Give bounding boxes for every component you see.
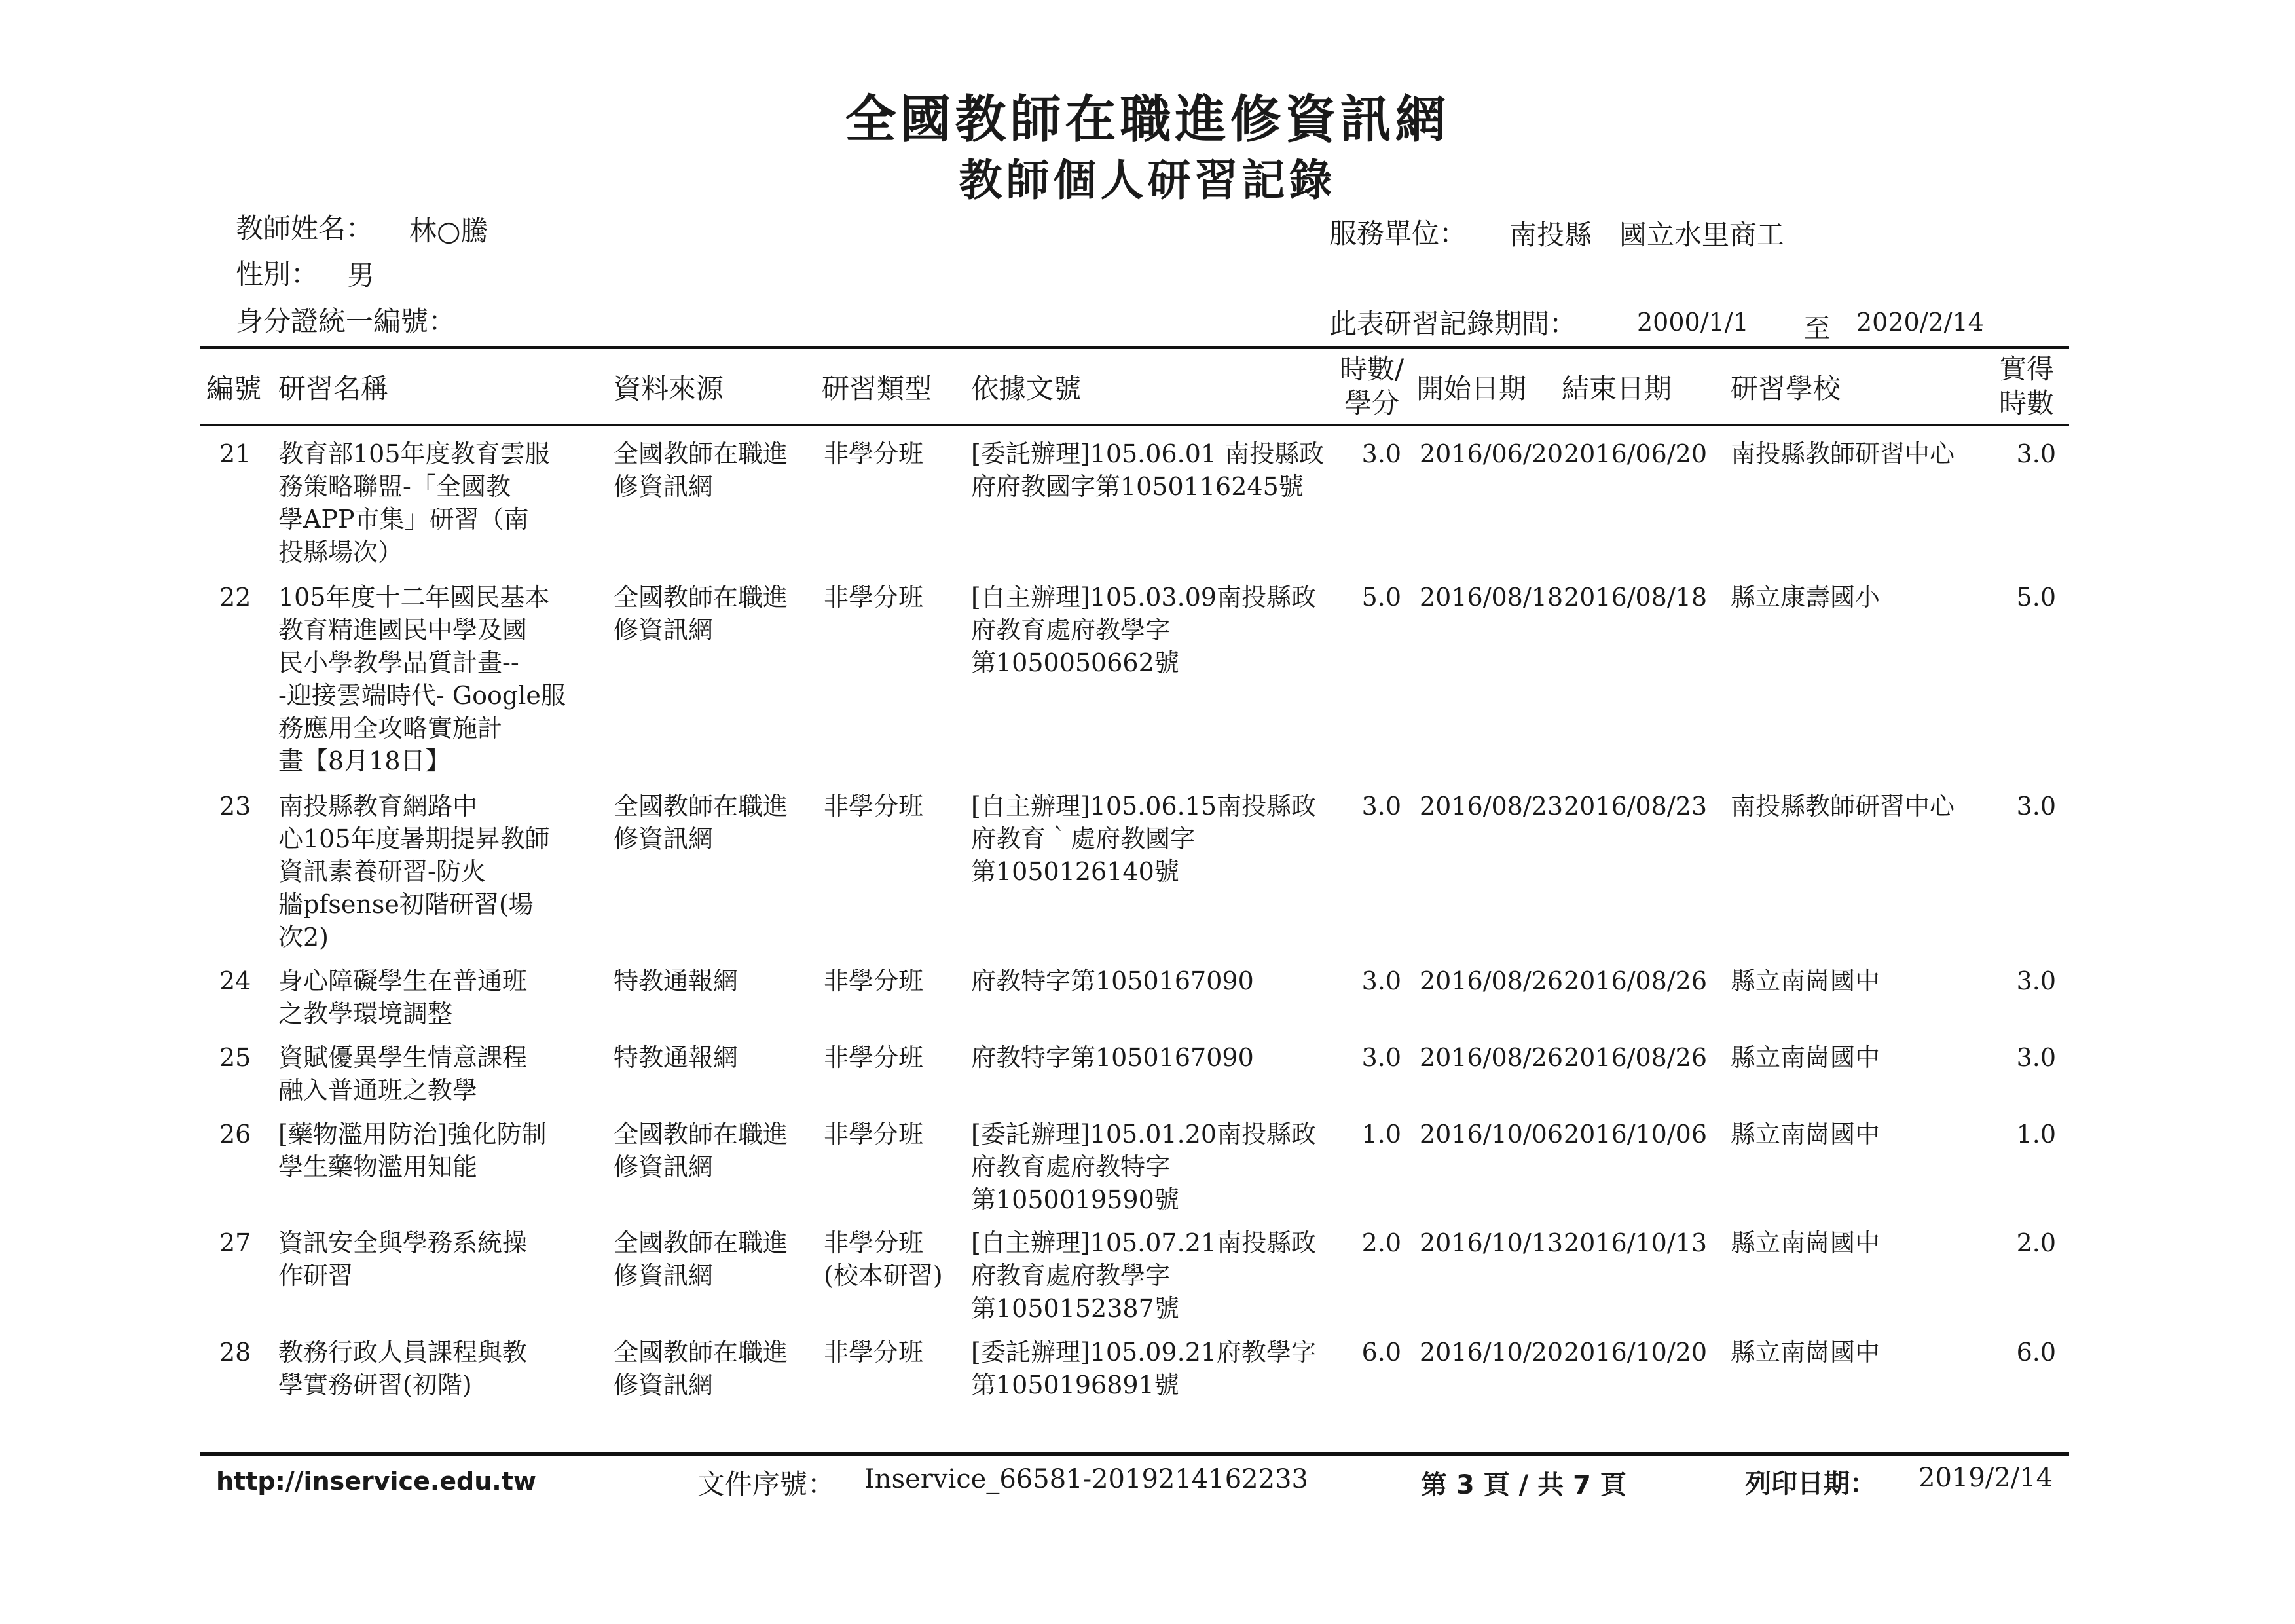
cell-no: 26 <box>219 1120 251 1149</box>
cell-no: 21 <box>219 439 251 468</box>
footer-doc-label: 文件序號： <box>697 1468 835 1500</box>
table-top-rule <box>200 346 2069 349</box>
cell-source: 全國教師在職進 修資訊網 <box>614 792 788 853</box>
col-header-no: 編號 <box>206 373 262 405</box>
gender-label: 性別： <box>236 258 319 290</box>
table-header-rule <box>200 424 2069 426</box>
cell-hours: 6.0 <box>1361 1338 1401 1367</box>
teacher-name-value: 林○騰 <box>409 215 488 247</box>
cell-name: 身心障礙學生在普通班 之教學環境調整 <box>278 967 528 1028</box>
page-subtitle: 教師個人研習記錄 <box>959 155 1336 206</box>
cell-name: 105年度十二年國民基本 教育精進國民中學及國 民小學教學品質計畫-- -迎接雲端時代- Google服 務應用全攻略實施計 畫【8月18日】 <box>278 583 566 775</box>
cell-no: 23 <box>219 792 251 821</box>
cell-end: 2016/08/18 <box>1564 583 1708 612</box>
cell-actual: 6.0 <box>2016 1338 2056 1367</box>
cell-type: 非學分班 <box>824 583 924 612</box>
footer-url[interactable]: http://inservice.edu.tw <box>216 1467 537 1496</box>
cell-actual: 3.0 <box>2016 792 2056 821</box>
teacher-name-label: 教師姓名： <box>236 212 374 244</box>
cell-start: 2016/10/06 <box>1420 1120 1564 1149</box>
col-header-type: 研習類型 <box>822 373 932 405</box>
col-header-hours: 時數/ 學分 <box>1339 353 1405 419</box>
record-period-label: 此表研習記錄期間： <box>1329 308 1577 340</box>
cell-end: 2016/06/20 <box>1564 439 1708 468</box>
cell-hours: 1.0 <box>1361 1120 1401 1149</box>
col-header-start: 開始日期 <box>1416 373 1527 405</box>
footer-doc-value: Inservice_66581-2019214162233 <box>864 1464 1308 1494</box>
col-header-actual: 實得 時數 <box>1998 353 2054 419</box>
cell-end: 2016/08/26 <box>1564 1043 1708 1072</box>
cell-school: 縣立南崗國中 <box>1731 1120 1881 1149</box>
col-header-end: 結束日期 <box>1562 373 1672 405</box>
cell-end: 2016/10/13 <box>1564 1228 1708 1257</box>
col-header-school: 研習學校 <box>1731 373 1841 405</box>
service-unit-label: 服務單位： <box>1329 217 1467 249</box>
cell-hours: 3.0 <box>1361 967 1401 995</box>
cell-actual: 3.0 <box>2016 1043 2056 1072</box>
cell-no: 24 <box>219 967 251 995</box>
cell-source: 特教通報網 <box>614 1043 739 1072</box>
cell-doc: 府教特字第1050167090 <box>971 1043 1254 1072</box>
cell-no: 28 <box>219 1338 251 1367</box>
cell-name: 南投縣教育網路中 心105年度暑期提昇教師 資訊素養研習-防火 牆pfsense初階研習(場 次2) <box>278 792 550 951</box>
cell-doc: [委託辦理]105.09.21府教學字 第1050196891號 <box>971 1338 1317 1399</box>
gender-value: 男 <box>347 259 375 291</box>
cell-start: 2016/08/26 <box>1420 967 1564 995</box>
cell-no: 22 <box>219 583 251 612</box>
cell-doc: [委託辦理]105.01.20南投縣政 府教育處府教特字 第1050019590號 <box>971 1120 1317 1214</box>
cell-start: 2016/06/20 <box>1420 439 1564 468</box>
cell-type: 非學分班 <box>824 967 924 995</box>
cell-name: 教育部105年度教育雲服 務策略聯盟-「全國教 學APP市集」研習（南 投縣場次） <box>278 439 550 566</box>
cell-type: 非學分班 <box>824 1338 924 1367</box>
cell-hours: 5.0 <box>1361 583 1401 612</box>
cell-source: 全國教師在職進 修資訊網 <box>614 583 788 644</box>
cell-name: [藥物濫用防治]強化防制 學生藥物濫用知能 <box>278 1120 547 1181</box>
cell-actual: 5.0 <box>2016 583 2056 612</box>
footer-page-number: 第 3 頁 / 共 7 頁 <box>1421 1470 1626 1500</box>
cell-type: 非學分班 (校本研習) <box>824 1228 943 1290</box>
cell-hours: 2.0 <box>1361 1228 1401 1257</box>
cell-school: 縣立南崗國中 <box>1731 1228 1881 1257</box>
cell-start: 2016/08/23 <box>1420 792 1564 821</box>
footer-print-date: 2019/2/14 <box>1919 1463 2053 1493</box>
cell-school: 縣立康壽國小 <box>1731 583 1881 612</box>
cell-hours: 3.0 <box>1361 792 1401 821</box>
cell-doc: [自主辦理]105.06.15南投縣政 府教育｀處府教國字 第1050126140號 <box>971 792 1317 886</box>
cell-actual: 3.0 <box>2016 439 2056 468</box>
cell-name: 教務行政人員課程與教 學實務研習(初階) <box>278 1338 528 1399</box>
col-header-source: 資料來源 <box>614 373 724 405</box>
cell-start: 2016/10/20 <box>1420 1338 1564 1367</box>
page-title: 全國教師在職進修資訊網 <box>845 90 1450 149</box>
footer-rule <box>200 1452 2069 1456</box>
cell-school: 南投縣教師研習中心 <box>1731 792 1955 821</box>
cell-type: 非學分班 <box>824 792 924 821</box>
cell-actual: 2.0 <box>2016 1228 2056 1257</box>
cell-school: 縣立南崗國中 <box>1731 1043 1881 1072</box>
cell-school: 縣立南崗國中 <box>1731 1338 1881 1367</box>
footer-print-label: 列印日期： <box>1745 1469 1876 1499</box>
cell-school: 南投縣教師研習中心 <box>1731 439 1955 468</box>
cell-actual: 3.0 <box>2016 967 2056 995</box>
service-unit-value: 南投縣 國立水里商工 <box>1509 219 1785 251</box>
col-header-doc: 依據文號 <box>971 373 1082 405</box>
cell-type: 非學分班 <box>824 1043 924 1072</box>
cell-doc: [自主辦理]105.07.21南投縣政 府教育處府教學字 第1050152387號 <box>971 1228 1317 1323</box>
record-period-to: 至 <box>1804 314 1830 344</box>
col-header-name: 研習名稱 <box>278 373 389 405</box>
cell-no: 27 <box>219 1228 251 1257</box>
cell-end: 2016/10/20 <box>1564 1338 1708 1367</box>
cell-actual: 1.0 <box>2016 1120 2056 1149</box>
cell-doc: 府教特字第1050167090 <box>971 967 1254 995</box>
cell-school: 縣立南崗國中 <box>1731 967 1881 995</box>
cell-end: 2016/08/26 <box>1564 967 1708 995</box>
cell-source: 全國教師在職進 修資訊網 <box>614 1228 788 1290</box>
cell-name: 資賦優異學生情意課程 融入普通班之教學 <box>278 1043 528 1105</box>
id-number-label: 身分證統一編號： <box>236 305 456 337</box>
record-period-end: 2020/2/14 <box>1856 308 1984 337</box>
cell-start: 2016/10/13 <box>1420 1228 1564 1257</box>
record-period-start: 2000/1/1 <box>1637 308 1749 337</box>
cell-source: 全國教師在職進 修資訊網 <box>614 439 788 501</box>
cell-doc: [自主辦理]105.03.09南投縣政 府教育處府教學字 第1050050662號 <box>971 583 1317 677</box>
cell-source: 全國教師在職進 修資訊網 <box>614 1338 788 1399</box>
cell-start: 2016/08/26 <box>1420 1043 1564 1072</box>
cell-type: 非學分班 <box>824 1120 924 1149</box>
cell-source: 特教通報網 <box>614 967 739 995</box>
cell-source: 全國教師在職進 修資訊網 <box>614 1120 788 1181</box>
cell-start: 2016/08/18 <box>1420 583 1564 612</box>
cell-end: 2016/10/06 <box>1564 1120 1708 1149</box>
cell-no: 25 <box>219 1043 251 1072</box>
cell-end: 2016/08/23 <box>1564 792 1708 821</box>
cell-hours: 3.0 <box>1361 439 1401 468</box>
cell-name: 資訊安全與學務系統操 作研習 <box>278 1228 528 1290</box>
cell-type: 非學分班 <box>824 439 924 468</box>
cell-doc: [委託辦理]105.06.01 南投縣政 府府教國字第1050116245號 <box>971 439 1325 501</box>
cell-hours: 3.0 <box>1361 1043 1401 1072</box>
